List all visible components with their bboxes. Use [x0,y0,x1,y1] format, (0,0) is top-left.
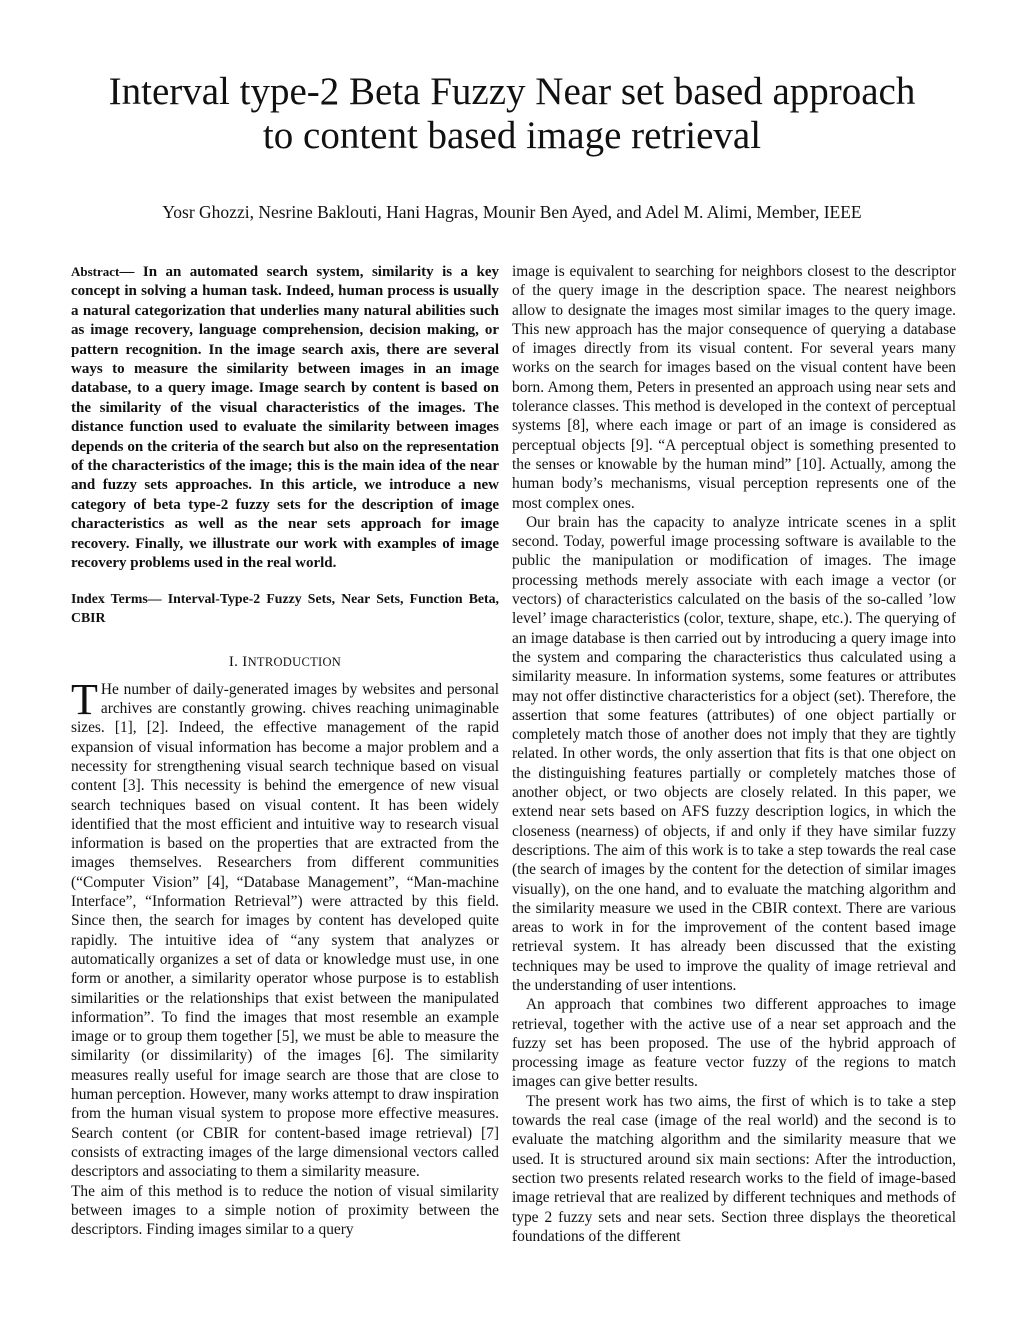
section-title-initial: I [242,653,248,670]
paper-title-line-1: Interval type-2 Beta Fuzzy Near set based approach [108,70,916,113]
drop-cap: T [71,674,98,724]
intro-paragraph-1 [71,674,499,1182]
section-heading-introduction [71,653,499,672]
right-paragraph-1: image is equivalent to searching for neighbors closest to the descriptor of the query image in the description space. The nearest neighbors allow to designate the images most similar images to the query image. This new approach has the major consequence of querying a database of images directly from its visual content. For several years many works on the search for images based on the visual content have been born. Among them, Peters in presented an approach using near sets and tolerance classes. This method is developed in the context of perceptual systems [8], where each image or part of an image is considered as perceptual objects [9]. “A perceptual object is something presented to the senses or knowable by the human mind” [10]. Actually, among the human body’s mechanisms, visual perception represents one of the most complex ones. [512,263,956,512]
right-paragraph-4: The present work has two aims, the first of which is to take a step towards the real case (image of the real world) and the second is to evaluate the matching algorithm and the similarity measure that we used. It is structured around six main sections: After the introduction, section two presents related research works to the field of image-based image retrieval that are realized by different techniques and methods of type 2 fuzzy sets and near sets. Section three displays the theoretical foundations of the different [512,1092,956,1245]
abstract [71,262,499,574]
intro-paragraph-1-text: He number of daily-generated images by websites and personal archives are constantly growing. chives reaching unimaginable sizes. [1], [2]. Indeed, the effective management of the rapid expansion of visual information has become a major problem and a necessity for strengthening visual search technique based on visual content [3]. This necessity is behind the emergence of new visual search techniques based on visual content. It has been widely identified that the most efficient and intuitive way to research visual information is based on the properties that are extracted from the images themselves. Researchers from different communities (“Computer Vision” [4], “Database Management”, “Man-machine Interface”, “Information Retrieval”) were attracted by this field. Since then, the search for images by content has developed quite rapidly. The intuitive idea of “any system that analyzes or automatically organizes a set of data or knowledge must use, in one form or another, a similarity operator whose purpose is to establish similarities or the relationships that exist between the manipulated information”. To find the images that most resemble an example image or to group them together [5], we must be able to measure the similarity (or dissimilarity) of the images [6]. The similarity measures really useful for image search are those that are close to human perception. However, many works attempt to draw inspiration from the human visual system to propose more effective measures. Search content (or CBIR for content-based image retrieval) [7] consists of extracting images of the large dimensional vectors called descriptors and associating to them a similarity measure. [71,680,499,1181]
paper-title-line-2: to content based image retrieval [262,114,762,157]
section-number: I. [228,653,239,670]
author-list: Yosr Ghozzi, Nesrine Baklouti, Hani Hagras, Mounir Ben Ayed, and Adel M. Alimi, Member, IEEE [162,202,862,222]
right-paragraph-3: An approach that combines two different approaches to image retrieval, together with the active use of a near set approach and the fuzzy set has been proposed. The use of the hybrid approach of processing image as feature vector fuzzy of the regions to match images can give better results. [512,996,956,1091]
abstract-text: In an automated search system, similarity is a key concept in solving a human task. Indeed, human process is usually a natural categorization that underlies many natural abilities such as image recovery, language comprehension, decision making, or pattern recognition. In the image search axis, there are several ways to measure the similarity between images in an image database, to a query image. Image search by content is based on the similarity of the visual characteristics of the images. The distance function used to evaluate the similarity between images depends on the criteria of the search but also on the representation of the characteristics of the image; this is the main idea of the near and fuzzy sets approaches. In this article, we introduce a new category of beta type-2 fuzzy sets for the description of image characteristics as well as the near sets approach for image recovery. Finally, we illustrate our work with examples of image recovery problems used in the real world. [71,264,499,572]
intro-paragraph-2: The aim of this method is to reduce the notion of visual similarity between images to a simple notion of proximity between the descriptors. Finding images similar to a query [71,1182,499,1239]
abstract-dash: — [119,264,135,280]
section-title-rest: NTRODUCTION [247,654,342,669]
left-column [71,262,499,1239]
index-terms: Index Terms— Interval-Type-2 Fuzzy Sets, Near Sets, Function Beta, CBIR [71,590,499,625]
abstract-label: Abstract [71,264,120,279]
paper-title [40,70,984,158]
right-paragraph-2: Our brain has the capacity to analyze intricate scenes in a split second. Today, powerful image processing software is available to the public the manipulation or modification of images. The image processing methods merely associate with each image a vector (or vectors) of characteristics calculated on the basis of the so-called ’low level’ image characteristics (color, texture, shape, etc.). The querying of an image database is then carried out by introducing a query image into the system and comparing the characteristics thus calculated using a similarity measure. In information systems, some features or attributes may not offer distinctive characteristics for a object (set). Therefore, the assertion that some features (attributes) of one object partially or completely match those of another does not imply that they are tightly related. In other words, the only assertion that fits is that one object on the distinguishing features partially or completely matches those of another object, or two objects are closely related. In this paper, we extend near sets based on AFS fuzzy description logics, in which the closeness (nearness) of objects, if and only if they have similar fuzzy descriptions. The aim of this work is to take a step towards the real case (the search of images by the content for the detection of similar images visually), on the one hand, and to evaluate the matching algorithm and the similarity measure we used in the CBIR context. There are various areas to work in for the improvement of the content based image retrieval system. It has already been discussed that the existing techniques may be used to improve the quality of image retrieval and the understanding of user intentions. [512,513,956,994]
right-column [512,262,956,1246]
